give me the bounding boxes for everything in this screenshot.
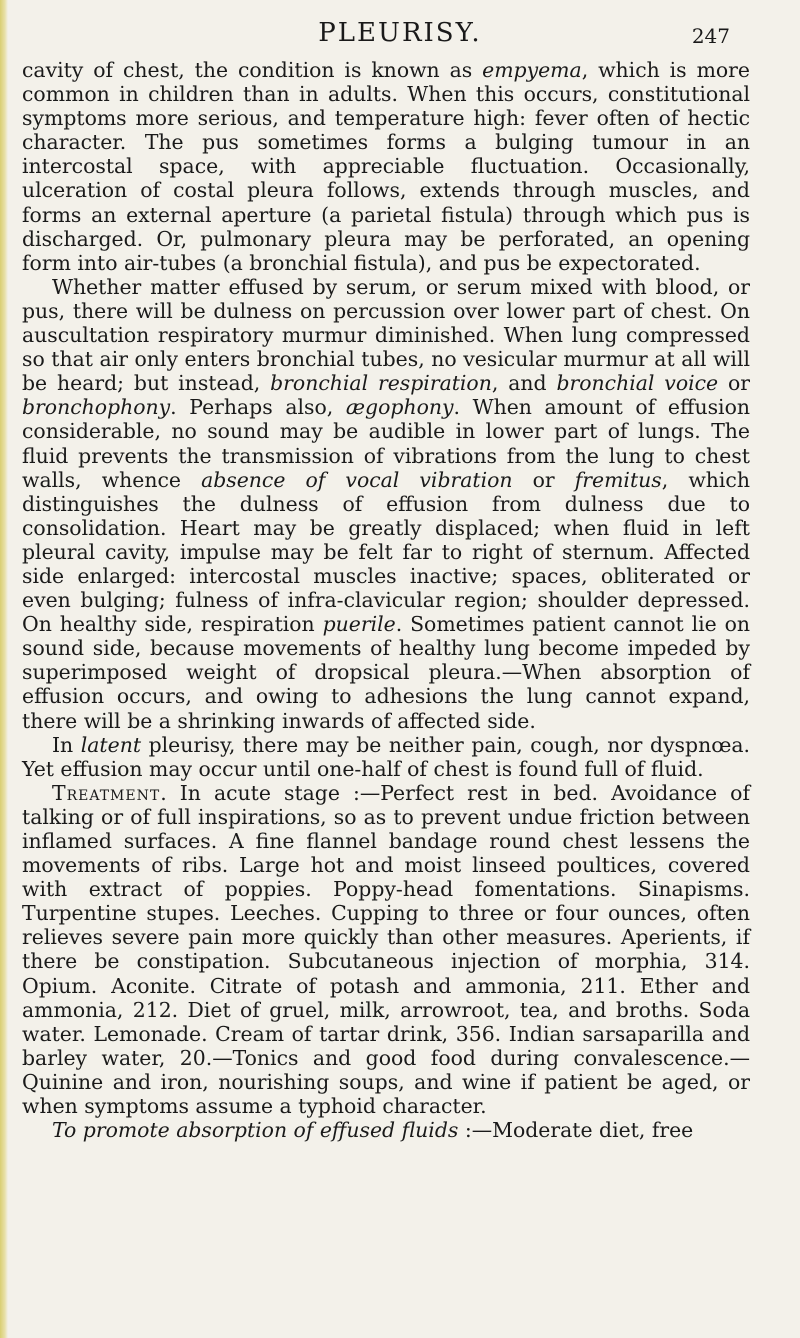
text-run: . Perhaps also, <box>170 395 346 420</box>
paragraph-absorption <box>22 1118 750 1142</box>
term-empyema: empyema <box>482 58 582 82</box>
paragraph-signs <box>22 275 750 733</box>
term-bronchophony: bronchophony <box>22 395 171 420</box>
term-latent: latent <box>80 732 142 757</box>
term-vocal-vibration: absence of vocal vibration <box>201 467 513 492</box>
paragraph-empyema <box>22 58 750 275</box>
page-body <box>22 58 750 1142</box>
term-bronchial-voice: bronchial voice <box>556 371 719 396</box>
page-header <box>0 18 800 58</box>
term-fremitus: fremitus <box>574 467 662 492</box>
text-run: In <box>52 732 81 757</box>
section-heading-treatment: Treatment <box>52 780 161 805</box>
text-run: . Sometimes patient cannot lie on sound side, because movements of healthy lung become impeded by superimposed weight of dropsical pleura.—When absorption of effusion occurs, and owing to adhesions the lung cannot expand, there will be a shrinking inwards of affected side. <box>22 612 751 733</box>
text-run: , which is more common in children than in adults. When this occurs, constitutional symptoms more serious, and temperature high: fever often of hectic character. The pus sometimes forms a bulging tumour in an intercostal space, with appreciable fluctuation. Occasionally, ulceration of costal pleura follows, extends through muscles, and forms an external aperture (a parietal fistula) through which pus is discharged. Or, pulmonary pleura may be perforated, an opening form into air-tubes (a bronchial fistula), and pus be expectorated. <box>22 58 750 275</box>
term-aegophony: ægophony <box>345 395 454 420</box>
subheading-absorption: To promote absorption of effused fluids <box>52 1118 459 1143</box>
text-run: or <box>512 467 575 492</box>
text-run: or <box>718 371 751 396</box>
text-run: , which distinguishes the dulness of effusion from dulness due to consolidation. Heart may be greatly displaced; when fluid in left pleural cavity, impulse may be felt far to right of sternum. Affected side enlarged: intercostal muscles inactive; spaces, obliterated or even bulging; fulness of infra-clavicular region; shoulder depressed. On healthy side, respiration <box>22 467 750 637</box>
text-run: pleurisy, there may be neither pain, cough, nor dyspnœa. Yet effusion may occur until one-half of chest is found full of fluid. <box>22 732 751 781</box>
text-run: :—Moderate diet, free <box>458 1118 694 1143</box>
paragraph-latent <box>22 733 750 781</box>
term-puerile: puerile <box>322 612 396 637</box>
page-number: 247 <box>691 24 730 48</box>
text-run: . When amount of effusion considerable, no sound may be audible in lower part of lungs. The fluid prevents the transmission of vibrations from the lung to chest walls, whence <box>22 395 750 492</box>
paragraph-treatment <box>22 781 750 1118</box>
running-title: PLEURISY. <box>318 18 482 48</box>
text-run: Whether matter effused by serum, or serum mixed with blood, or pus, there will be dulness on percussion over lower part of chest. On auscultation respiratory murmur diminished. When lung compressed so that air only enters bronchial tubes, no vesicular murmur at all will be heard; but instead, <box>22 274 750 396</box>
text-run: . In acute stage :—Perfect rest in bed. Avoidance of talking or of full inspirations, so as to prevent undue friction between inflamed surfaces. A fine flannel bandage round chest lessens the movements of ribs. Large hot and moist linseed poultices, covered with extract of poppies. Poppy-head fomentations. Sinapisms. Turpentine stupes. Leeches. Cupping to three or four ounces, often relieves severe pain more quickly than other measures. Aperients, if there be constipation. Subcutaneous injection of morphia, 314. Opium. Aconite. Citrate of potash and ammonia, 211. Ether and ammonia, 212. Diet of gruel, milk, arrowroot, tea, and broths. Soda water. Lemonade. Cream of tartar drink, 356. Indian sarsaparilla and barley water, 20.—Tonics and good food during convalescence.—Quinine and iron, nourishing soups, and wine if patient be aged, or when symptoms assume a typhoid character. <box>22 780 750 1119</box>
text-run: cavity of chest, the condition is known as <box>22 58 483 82</box>
term-bronchial-respiration: bronchial respiration <box>270 371 492 396</box>
text-run: , and <box>491 371 557 396</box>
page-edge-shadow <box>0 0 8 1338</box>
